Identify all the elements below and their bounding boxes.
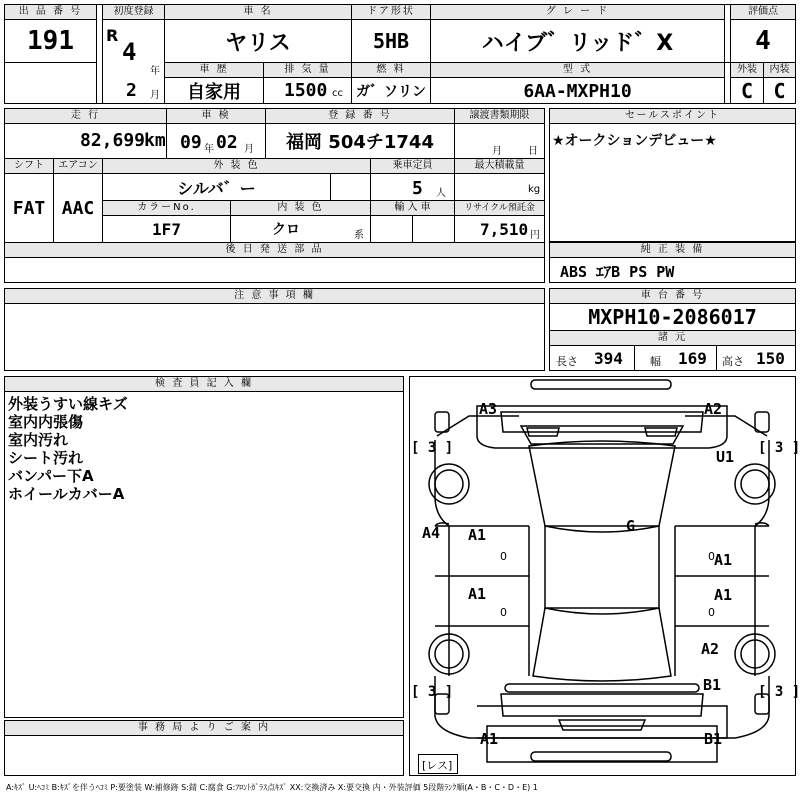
reg-year: 4 [122, 38, 137, 66]
int-color-unit: 系 [354, 230, 364, 241]
grade: ハイブ゛リッド゛X [481, 30, 674, 56]
insp-year: 09 [180, 132, 202, 153]
max-load-unit: kg [528, 184, 541, 195]
damage-a2-right: A2 [701, 640, 720, 658]
damage-a1-left-front: A1 [468, 526, 487, 544]
car-name-label: 車 名 [165, 5, 351, 20]
tire-rear-right: [ 3 ] [758, 684, 800, 700]
transfer-day-unit: 日 [528, 146, 538, 157]
sales-point-block [549, 108, 796, 242]
damage-a1-right-front: A1 [714, 551, 733, 569]
dims-label: 諸 元 [550, 331, 795, 346]
damage-legend: A:ｷｽﾞ U:ﾍｺﾐ B:ｷｽﾞを伴うﾍｺﾐ P:要塗装 W:補修跡 S:錆 C:腐食 G:ﾌﾛﾝﾄｶﾞﾗｽ点ｷｽﾞ XX:交換済み X:要交換 内・外装評価 5段階ﾗﾝｸ順(A・B・C・D・E) 1 [6, 783, 538, 792]
history-label: 車 歴 [165, 63, 263, 78]
insp-year-unit: 年 [204, 144, 214, 155]
chassis-number: MXPH10-2086017 [588, 305, 757, 329]
ac-label: エアコン [54, 159, 102, 174]
insp-month: 02 [216, 132, 238, 153]
height: 150 [756, 349, 785, 368]
damage-a1-right-rear: A1 [714, 586, 733, 604]
inspector-line: バンパー下A [8, 467, 94, 485]
ext-color-label: 外 装 色 [103, 159, 370, 174]
inspection-label: 車 検 [167, 109, 265, 124]
score: 4 [755, 26, 771, 56]
length-label: 長さ [556, 355, 578, 368]
mark-zero: 0 [500, 606, 507, 619]
inspector-line: 外装うすい線キズ [8, 395, 128, 413]
inspector-notes [8, 395, 128, 503]
displacement: 1500 [284, 80, 328, 101]
mileage-unit: km [144, 130, 166, 151]
later-parts-label: 後 日 発 送 部 品 [5, 243, 544, 258]
shift-label: シフト [5, 159, 53, 174]
transfer-label: 譲渡書類期限 [455, 109, 544, 124]
damage-b1-bottom: B1 [704, 730, 723, 748]
insp-month-unit: 月 [244, 144, 254, 155]
transfer-month-unit: 月 [492, 146, 502, 157]
recycle-unit: 円 [530, 230, 540, 241]
mark-zero: 0 [708, 550, 715, 563]
damage-b1-right: B1 [703, 676, 722, 694]
reg-month: 2 [126, 80, 137, 101]
reg-number-label: 登 録 番 号 [266, 109, 454, 124]
damage-a3: A3 [479, 400, 498, 418]
capacity: 5 [412, 178, 423, 199]
width: 169 [678, 349, 707, 368]
displacement-label: 排 気 量 [264, 63, 351, 78]
month-unit: 月 [150, 90, 160, 101]
capacity-unit: 人 [436, 188, 446, 199]
door-type: 5HB [372, 29, 410, 53]
year-unit: 年 [150, 66, 160, 77]
damage-a4: A4 [422, 524, 441, 542]
exterior-grade: C [740, 79, 754, 103]
tire-front-left: [ 3 ] [411, 440, 454, 456]
inspector-line: シート汚れ [8, 449, 84, 467]
inspector-line: ホイールカバーA [8, 485, 125, 503]
ac: AAC [61, 197, 95, 219]
capacity-label: 乗車定員 [371, 159, 454, 174]
exterior-label: 外装 [731, 63, 763, 78]
tire-front-right: [ 3 ] [758, 440, 800, 456]
inspector-line: 室内汚れ [8, 431, 69, 449]
width-label: 幅 [650, 355, 661, 368]
max-load-label: 最大積載量 [455, 159, 544, 174]
inspector-line: 室内内張傷 [8, 413, 84, 431]
inspector-label: 検 査 員 記 入 欄 [5, 377, 403, 392]
displacement-unit: cc [332, 88, 343, 99]
car-name: ヤリス [225, 30, 291, 56]
first-reg-label: 初度登録 [103, 5, 164, 20]
equipment-label: 純 正 装 備 [550, 243, 795, 258]
fuel-label: 燃 料 [352, 63, 430, 78]
mileage-label: 走 行 [5, 109, 166, 124]
history: 自家用 [187, 82, 241, 103]
color-no-label: カラーNo. [103, 201, 230, 216]
shift: FAT [12, 197, 46, 219]
chassis-label: 車 台 番 号 [550, 289, 795, 304]
reg-number: 福岡 504チ1744 [286, 132, 434, 153]
office-label: 事 務 局 よ り ご 案 内 [5, 721, 403, 736]
length: 394 [594, 349, 623, 368]
ext-color: シルバ゛ー [177, 178, 256, 198]
import-label: 輸 入 車 [371, 201, 454, 216]
spare-tire-label: [レス] [422, 759, 453, 772]
mark-zero: 0 [500, 550, 507, 563]
score-label: 評価点 [731, 5, 795, 20]
interior-label: 内装 [764, 63, 795, 78]
recycle-fee: 7,510 [480, 220, 529, 239]
sales-point-text: ★オークションデビュー★ [552, 133, 717, 149]
notes-label: 注 意 事 項 欄 [5, 289, 544, 304]
damage-a1-left-rear: A1 [468, 585, 487, 603]
tire-rear-left: [ 3 ] [411, 684, 454, 700]
lot-number: 191 [27, 26, 74, 56]
interior-grade: C [773, 79, 786, 103]
model: 6AA-MXPH10 [523, 80, 632, 102]
recycle-label: リサイクル預託金 [455, 201, 544, 216]
lot-label: 出 品 番 号 [5, 5, 96, 20]
car-diagram [409, 376, 796, 776]
model-label: 型 式 [431, 63, 724, 78]
height-label: 高さ [722, 355, 744, 368]
damage-a2-top: A2 [704, 400, 723, 418]
damage-a1-bottom: A1 [480, 730, 499, 748]
color-no: 1F7 [152, 219, 181, 239]
grade-label: グ レ ー ド [431, 5, 724, 20]
mileage: 82,699 [80, 130, 146, 151]
damage-g: G [626, 517, 636, 535]
equipment-text: ABS ｴｱB PS PW [560, 263, 675, 281]
sales-point-label: セールスポイント [550, 109, 795, 124]
damage-u1: U1 [716, 448, 735, 466]
door-label: ドア形状 [352, 5, 430, 20]
mark-zero: 0 [708, 606, 715, 619]
int-color: クロ [272, 222, 300, 238]
fuel: ガ゛ソリン [356, 84, 426, 100]
int-color-label: 内 装 色 [231, 201, 370, 216]
era: R [106, 26, 119, 45]
